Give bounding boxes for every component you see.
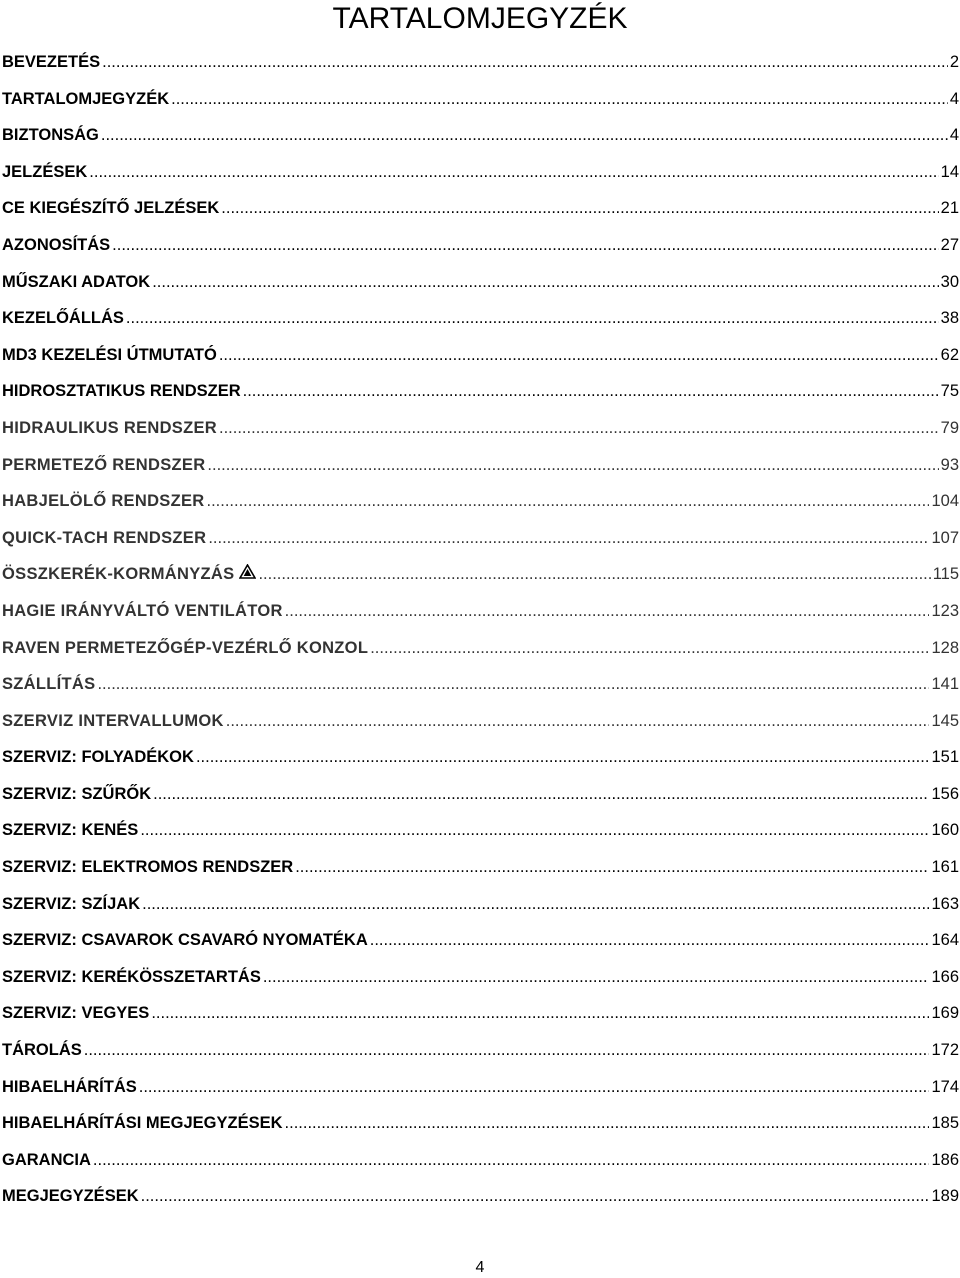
- toc-dot-leader: [140, 812, 929, 849]
- toc-entry-page: 169: [931, 1004, 959, 1023]
- toc-dot-leader: [370, 630, 929, 667]
- toc-entry[interactable]: [2, 1142, 959, 1179]
- toc-dot-leader: [208, 520, 929, 557]
- toc-dot-leader: [258, 556, 930, 593]
- toc-entry-title: HIBAELHÁRÍTÁS: [2, 1077, 137, 1096]
- toc-entry-title: KEZELŐÁLLÁS: [2, 309, 124, 328]
- toc-entry[interactable]: [2, 959, 959, 996]
- toc-entry-page: 14: [940, 162, 959, 181]
- toc-entry-page: 30: [940, 272, 959, 291]
- toc-entry[interactable]: [2, 300, 959, 337]
- toc-entry-title: SZERVIZ: SZŰRŐK: [2, 784, 152, 803]
- toc-entry-page: 107: [931, 528, 959, 547]
- toc-entry-page: 75: [940, 382, 959, 401]
- toc-dot-leader: [219, 337, 939, 374]
- toc-entry-title: CE KIEGÉSZÍTŐ JELZÉSEK: [2, 199, 220, 218]
- toc-entry-page: 93: [940, 455, 959, 474]
- toc-entry[interactable]: [2, 373, 959, 410]
- toc-entry[interactable]: [2, 886, 959, 923]
- toc-dot-leader: [295, 849, 929, 886]
- toc-dot-leader: [151, 995, 929, 1032]
- toc-entry-title: SZERVIZ: KENÉS: [2, 821, 139, 840]
- toc-entry-title: PERMETEZŐ RENDSZER: [2, 455, 206, 474]
- table-of-contents: [2, 44, 959, 1215]
- toc-dot-leader: [226, 703, 930, 740]
- toc-entry-page: 38: [940, 309, 959, 328]
- toc-entry-title: HIDROSZTATIKUS RENDSZER: [2, 382, 241, 401]
- toc-entry-title: QUICK-TACH RENDSZER: [2, 528, 207, 547]
- toc-entry-title: SZERVIZ INTERVALLUMOK: [2, 711, 224, 730]
- toc-entry-title: HIDRAULIKUS RENDSZER: [2, 418, 218, 437]
- toc-entry-title: AZONOSÍTÁS: [2, 235, 111, 254]
- toc-dot-leader: [219, 410, 939, 447]
- page-number: 4: [475, 1259, 485, 1276]
- toc-entry-title: HABJELÖLŐ RENDSZER: [2, 492, 205, 511]
- toc-entry-title: ÖSSZKERÉK-KORMÁNYZÁS: [2, 565, 235, 584]
- toc-entry[interactable]: [2, 1105, 959, 1142]
- toc-entry[interactable]: [2, 410, 959, 447]
- toc-entry-title: SZERVIZ: VEGYES: [2, 1004, 150, 1023]
- toc-entry-title: SZERVIZ: SZÍJAK: [2, 894, 141, 913]
- toc-entry-page: 160: [931, 821, 959, 840]
- toc-entry-title: BEVEZETÉS: [2, 53, 101, 71]
- toc-entry-page: 21: [940, 199, 959, 218]
- toc-dot-leader: [196, 739, 930, 776]
- toc-entry-title: SZERVIZ: KERÉKÖSSZETARTÁS: [2, 967, 261, 986]
- toc-entry[interactable]: [2, 739, 959, 776]
- page-title: TARTALOMJEGYZÉK: [332, 2, 628, 35]
- toc-entry-title: SZÁLLÍTÁS: [2, 675, 96, 694]
- toc-entry-page: 62: [940, 345, 959, 364]
- toc-entry[interactable]: [2, 922, 959, 959]
- warning-triangle-icon: [239, 556, 256, 593]
- toc-entry[interactable]: [2, 520, 959, 557]
- toc-entry-page: 141: [931, 675, 959, 694]
- toc-entry[interactable]: [2, 44, 959, 81]
- toc-dot-leader: [207, 483, 930, 520]
- toc-entry-title: BIZTONSÁG: [2, 126, 99, 145]
- toc-entry-page: 123: [931, 601, 959, 620]
- toc-entry[interactable]: [2, 1069, 959, 1106]
- toc-dot-leader: [126, 300, 939, 337]
- toc-entry-page: 4: [949, 126, 959, 145]
- toc-entry[interactable]: [2, 190, 959, 227]
- toc-entry[interactable]: [2, 1032, 959, 1069]
- toc-dot-leader: [243, 373, 939, 410]
- toc-dot-leader: [139, 1069, 930, 1106]
- toc-dot-leader: [285, 1105, 930, 1142]
- toc-entry-title: RAVEN PERMETEZŐGÉP-VEZÉRLŐ KONZOL: [2, 638, 369, 657]
- toc-dot-leader: [221, 190, 938, 227]
- toc-entry[interactable]: [2, 264, 959, 301]
- toc-entry[interactable]: [2, 849, 959, 886]
- toc-dot-leader: [93, 1142, 930, 1179]
- toc-entry-page: 27: [940, 235, 959, 254]
- toc-entry[interactable]: [2, 227, 959, 264]
- toc-entry-title: SZERVIZ: FOLYADÉKOK: [2, 748, 194, 767]
- toc-dot-leader: [152, 264, 938, 301]
- toc-dot-leader: [84, 1032, 930, 1069]
- toc-entry-title: TARTALOMJEGYZÉK: [2, 89, 170, 108]
- toc-entry[interactable]: [2, 666, 959, 703]
- toc-entry-page: 151: [931, 748, 959, 767]
- toc-entry-title: JELZÉSEK: [2, 162, 88, 181]
- toc-entry-page: 128: [931, 638, 959, 657]
- toc-entry[interactable]: [2, 995, 959, 1032]
- toc-entry-title: MŰSZAKI ADATOK: [2, 272, 151, 291]
- toc-dot-leader: [102, 44, 948, 81]
- toc-dot-leader: [142, 886, 929, 923]
- toc-entry[interactable]: [2, 447, 959, 484]
- toc-entry[interactable]: [2, 593, 959, 630]
- toc-entry-title: GARANCIA: [2, 1150, 91, 1169]
- toc-entry-title: TÁROLÁS: [2, 1041, 82, 1060]
- toc-entry[interactable]: [2, 812, 959, 849]
- toc-entry-page: 163: [931, 894, 959, 913]
- toc-entry[interactable]: [2, 81, 959, 118]
- toc-dot-leader: [89, 154, 938, 191]
- toc-entry-page: 161: [931, 858, 959, 877]
- toc-dot-leader: [97, 666, 929, 703]
- toc-entry-page: 145: [931, 711, 959, 730]
- toc-entry[interactable]: [2, 337, 959, 374]
- toc-entry-page: 185: [931, 1114, 959, 1133]
- toc-entry-page: 4: [949, 89, 959, 108]
- toc-entry-page: 104: [931, 492, 959, 511]
- toc-entry-page: 156: [931, 784, 959, 803]
- toc-entry-title: HIBAELHÁRÍTÁSI MEGJEGYZÉSEK: [2, 1114, 283, 1133]
- toc-entry[interactable]: [2, 630, 959, 667]
- toc-entry[interactable]: [2, 154, 959, 191]
- toc-entry-page: 2: [949, 53, 959, 71]
- toc-entry[interactable]: [2, 556, 959, 593]
- toc-dot-leader: [141, 1178, 930, 1215]
- toc-entry-page: 79: [940, 418, 959, 437]
- toc-entry-page: 189: [931, 1187, 959, 1206]
- toc-entry-title: MD3 KEZELÉSI ÚTMUTATÓ: [2, 345, 217, 364]
- toc-entry-title: HAGIE IRÁNYVÁLTÓ VENTILÁTOR: [2, 601, 283, 620]
- toc-entry-title: SZERVIZ: ELEKTROMOS RENDSZER: [2, 858, 294, 877]
- toc-entry[interactable]: [2, 703, 959, 740]
- toc-entry-page: 174: [931, 1077, 959, 1096]
- toc-entry-page: 115: [932, 565, 959, 584]
- toc-dot-leader: [101, 117, 948, 154]
- toc-entry-title: MEGJEGYZÉSEK: [2, 1187, 139, 1206]
- toc-entry[interactable]: [2, 483, 959, 520]
- toc-dot-leader: [112, 227, 938, 264]
- toc-dot-leader: [171, 81, 948, 118]
- toc-entry-page: 166: [931, 967, 959, 986]
- toc-dot-leader: [370, 922, 930, 959]
- toc-dot-leader: [285, 593, 930, 630]
- toc-entry[interactable]: [2, 117, 959, 154]
- toc-entry-page: 172: [931, 1041, 959, 1060]
- toc-dot-leader: [263, 959, 930, 996]
- toc-entry[interactable]: [2, 1178, 959, 1215]
- toc-entry-title: SZERVIZ: CSAVAROK CSAVARÓ NYOMATÉKA: [2, 931, 368, 950]
- toc-dot-leader: [153, 776, 929, 813]
- toc-entry[interactable]: [2, 776, 959, 813]
- toc-entry-page: 164: [931, 931, 959, 950]
- toc-entry-page: 186: [931, 1150, 959, 1169]
- toc-dot-leader: [207, 447, 938, 484]
